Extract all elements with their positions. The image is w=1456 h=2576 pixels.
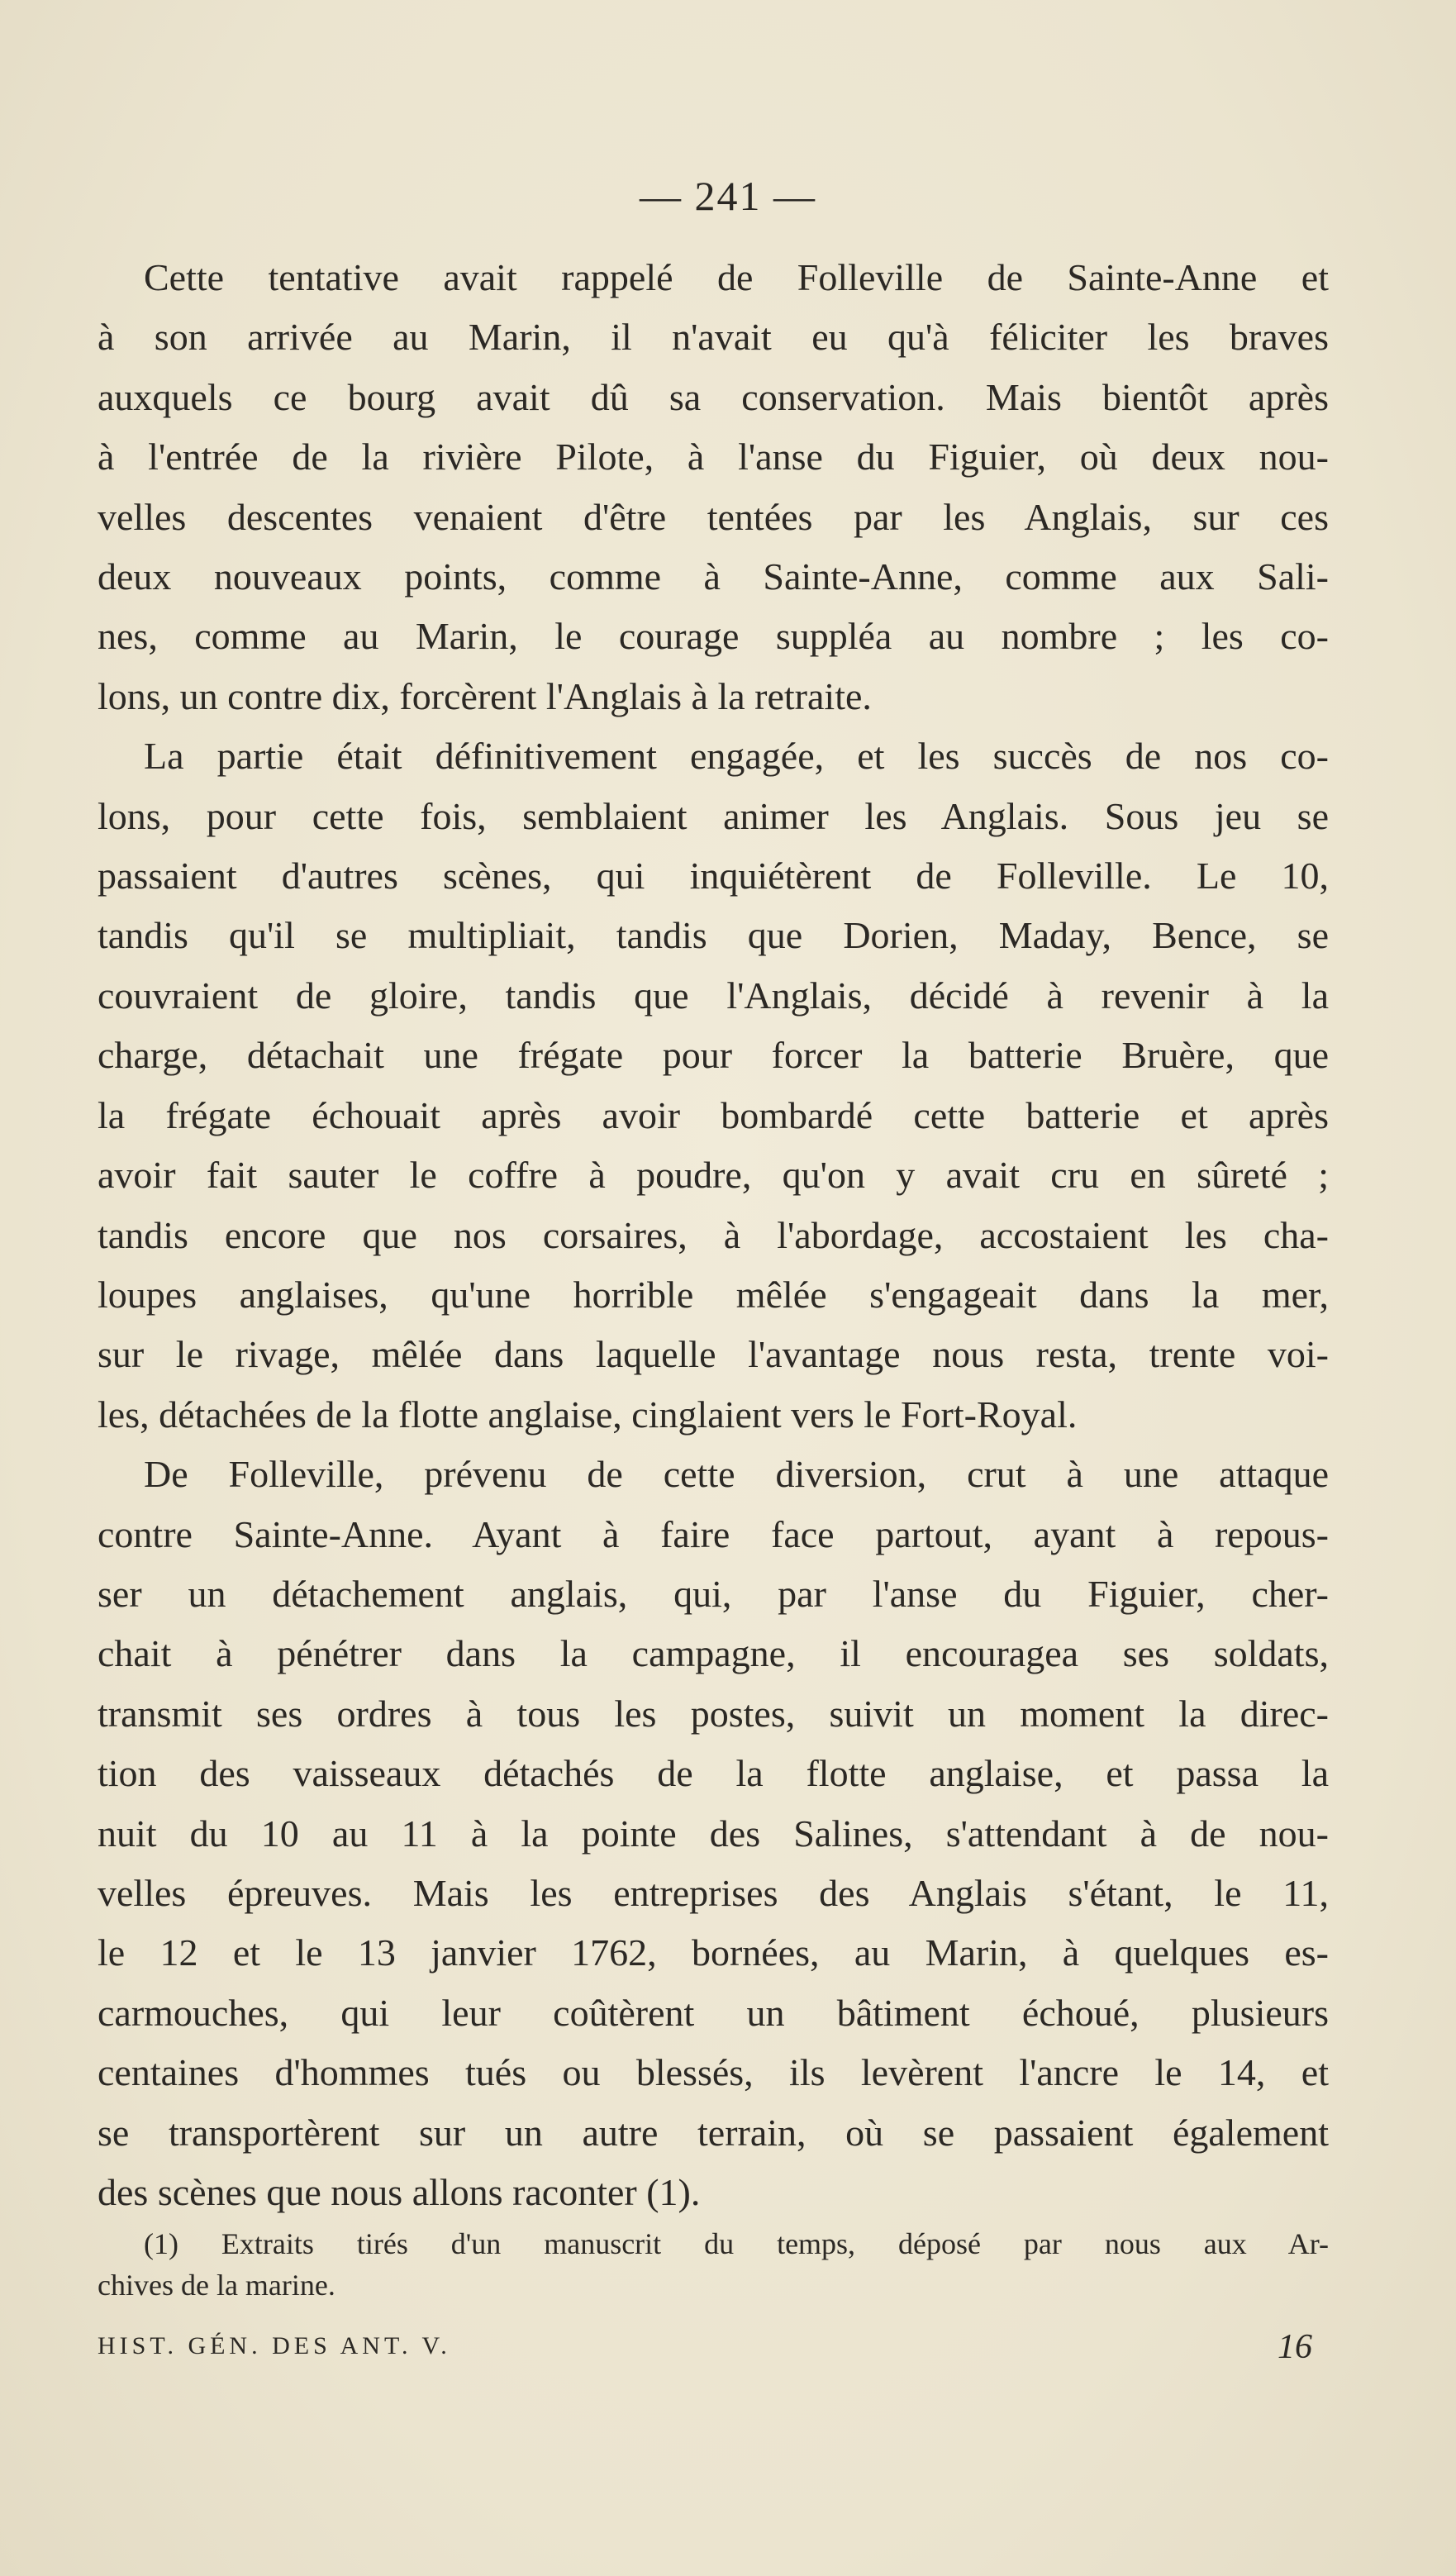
text-line: centaines d'hommes tués ou blessés, ils levèrent l'ancre le 14, et: [98, 2051, 1329, 2094]
text-line: avoir fait sauter le coffre à poudre, qu'on y avait cru en sûreté ;: [98, 1154, 1329, 1197]
text-line: velles épreuves. Mais les entreprises des Anglais s'étant, le 11,: [98, 1871, 1329, 1914]
text-line: les, détachées de la flotte anglaise, cinglaient vers le Fort-Royal.: [98, 1393, 1078, 1436]
text-line: lons, pour cette fois, semblaient animer les Anglais. Sous jeu se: [98, 794, 1329, 837]
text-line: la frégate échouait après avoir bombardé cette batterie et après: [98, 1093, 1329, 1136]
text-line: lons, un contre dix, forcèrent l'Anglais à la retraite.: [98, 674, 872, 717]
text-line: tandis qu'il se multipliait, tandis que Dorien, Maday, Bence, se: [98, 914, 1329, 957]
text-line: ser un détachement anglais, qui, par l'anse du Figuier, cher-: [98, 1572, 1329, 1615]
text-line: chait à pénétrer dans la campagne, il encouragea ses soldats,: [98, 1632, 1329, 1675]
text-line: transmit ses ordres à tous les postes, suivit un moment la direc-: [98, 1692, 1329, 1735]
page-footer: [98, 2328, 1329, 2366]
text-line: auxquels ce bourg avait dû sa conservation. Mais bientôt après: [98, 375, 1329, 418]
text-line: loupes anglaises, qu'une horrible mêlée s'engageait dans la mer,: [98, 1273, 1329, 1316]
text-line: couvraient de gloire, tandis que l'Anglais, décidé à revenir à la: [98, 974, 1329, 1017]
text-line: tion des vaisseaux détachés de la flotte anglaise, et passa la: [98, 1752, 1329, 1795]
text-line: Cette tentative avait rappelé de Folleville de Sainte-Anne et: [144, 256, 1329, 298]
text-line: à son arrivée au Marin, il n'avait eu qu'à féliciter les braves: [98, 316, 1329, 359]
text-line: sur le rivage, mêlée dans laquelle l'avantage nous resta, trente voi-: [98, 1333, 1329, 1376]
text-line: La partie était définitivement engagée, et les succès de nos co-: [144, 735, 1329, 778]
text-line: se transportèrent sur un autre terrain, où se passaient également: [98, 2111, 1329, 2154]
text-line: deux nouveaux points, comme à Sainte-Anne, comme aux Sali-: [98, 555, 1329, 598]
text-line: De Folleville, prévenu de cette diversion, crut à une attaque: [144, 1453, 1329, 1496]
page-body: [98, 248, 1329, 2222]
footnote: [98, 2223, 1329, 2306]
paragraph-3: [98, 1445, 1329, 2222]
paragraph-1: [98, 248, 1329, 726]
text-line: velles descentes venaient d'être tentées par les Anglais, sur ces: [98, 495, 1329, 538]
text-line: passaient d'autres scènes, qui inquiétèrent de Folleville. Le 10,: [98, 855, 1329, 898]
text-line: à l'entrée de la rivière Pilote, à l'anse du Figuier, où deux nou-: [98, 436, 1329, 479]
text-line: charge, détachait une frégate pour forcer la batterie Bruère, que: [98, 1034, 1329, 1077]
text-line: nuit du 10 au 11 à la pointe des Salines, s'attendant à de nou-: [98, 1812, 1329, 1855]
text-line: nes, comme au Marin, le courage suppléa au nombre ; les co-: [98, 615, 1329, 658]
text-line: le 12 et le 13 janvier 1762, bornées, au Marin, à quelques es-: [98, 1931, 1329, 1974]
text-line: contre Sainte-Anne. Ayant à faire face partout, ayant à repous-: [98, 1512, 1329, 1555]
signature-mark: 16: [1278, 2328, 1312, 2366]
text-line: tandis encore que nos corsaires, à l'abordage, accostaient les cha-: [98, 1213, 1329, 1256]
text-line: carmouches, qui leur coûtèrent un bâtiment échoué, plusieurs: [98, 1991, 1329, 2034]
footnote-line: chives de la marine.: [98, 2269, 335, 2302]
running-title: HIST. GÉN. DES ANT. V.: [98, 2332, 451, 2359]
text-line: des scènes que nous allons raconter (1).: [98, 2171, 701, 2213]
footnote-line: (1) Extraits tirés d'un manuscrit du temps, déposé par nous aux Ar-: [144, 2227, 1329, 2260]
paragraph-2: [98, 726, 1329, 1445]
page-number: — 241 —: [640, 173, 816, 219]
